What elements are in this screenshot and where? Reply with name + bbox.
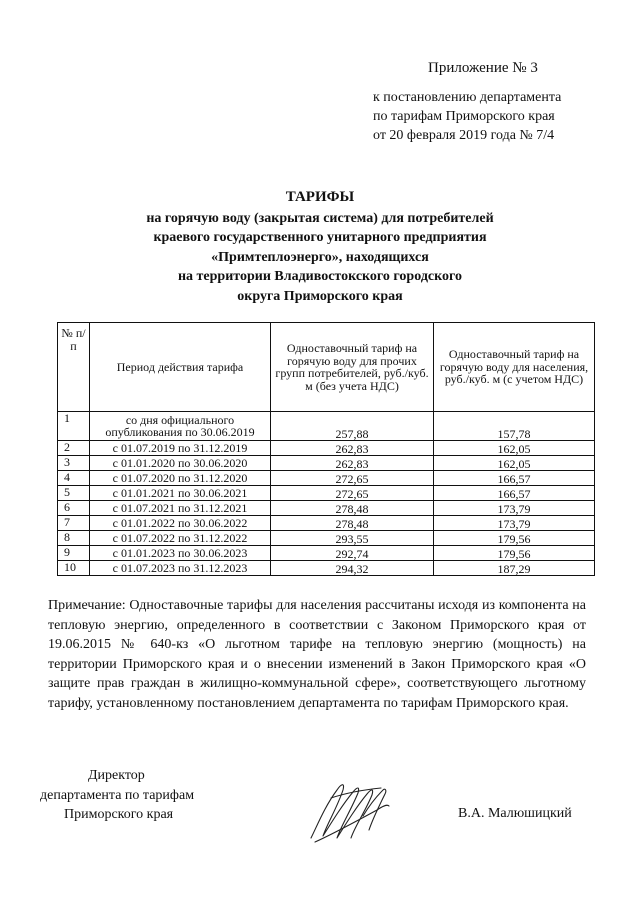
cell-tariff-population: 179,56 <box>434 531 595 546</box>
cell-tariff-other: 278,48 <box>271 501 434 516</box>
cell-tariff-other: 294,32 <box>271 561 434 576</box>
cell-num: 4 <box>58 471 90 486</box>
cell-tariff-other: 262,83 <box>271 441 434 456</box>
cell-tariff-population: 166,57 <box>434 486 595 501</box>
cell-tariff-other: 278,48 <box>271 516 434 531</box>
cell-tariff-population: 166,57 <box>434 471 595 486</box>
table-row <box>58 561 595 576</box>
signer-name: В.А. Малюшицкий <box>458 806 572 821</box>
position-line: департамента по тарифам <box>40 787 195 803</box>
table-row <box>58 412 595 441</box>
tariffs-table <box>57 322 595 576</box>
cell-period: с 01.07.2021 по 31.12.2021 <box>90 501 271 516</box>
cell-tariff-other: 262,83 <box>271 456 434 471</box>
cell-tariff-population: 173,79 <box>434 501 595 516</box>
table-row <box>58 471 595 486</box>
resolution-reference <box>373 88 561 145</box>
resolution-line: к постановлению департамента <box>373 90 562 105</box>
position-line: Приморского края <box>64 807 174 822</box>
title-line: на горячую воду (закрытая система) для потребителей <box>146 210 494 226</box>
cell-tariff-population: 162,05 <box>434 456 595 471</box>
appendix-number: Приложение № 3 <box>428 60 538 76</box>
cell-period: с 01.07.2020 по 31.12.2020 <box>90 471 271 486</box>
cell-period: с 01.07.2023 по 31.12.2023 <box>90 561 271 576</box>
title-line: краевого государственного унитарного предприятия <box>153 230 487 245</box>
cell-period: с 01.01.2023 по 30.06.2023 <box>90 546 271 561</box>
cell-num: 2 <box>58 441 90 456</box>
cell-num: 1 <box>58 412 90 441</box>
document-title <box>40 188 600 306</box>
cell-tariff-population: 157,78 <box>434 412 595 441</box>
cell-tariff-other: 292,74 <box>271 546 434 561</box>
table-row <box>58 531 595 546</box>
cell-num: 5 <box>58 486 90 501</box>
header-num: № п/п <box>58 323 90 412</box>
cell-period: с 01.07.2019 по 31.12.2019 <box>90 441 271 456</box>
title-main: ТАРИФЫ <box>285 189 355 205</box>
cell-period: с 01.01.2021 по 30.06.2021 <box>90 486 271 501</box>
cell-num: 3 <box>58 456 90 471</box>
table-row <box>58 516 595 531</box>
table-row <box>58 441 595 456</box>
cell-tariff-population: 187,29 <box>434 561 595 576</box>
title-line: округа Приморского края <box>237 288 403 304</box>
signatory-position <box>40 766 194 825</box>
cell-tariff-other: 257,88 <box>271 412 434 441</box>
table-row <box>58 546 595 561</box>
title-line: на территории Владивостокского городского <box>177 269 463 284</box>
cell-period: со дня официального опубликования по 30.06.2019 <box>90 412 271 441</box>
note-paragraph: Примечание: Одноставочные тарифы для населения рассчитаны исходя из компонента на тепловую энергию, определенного в соответствии с Законом Приморского края от 19.06.2015 № 640-кз «О льготном тарифе на тепловую энергию (мощность) на территории Приморского края и о внесении изменений в Закон Приморского края «О защите прав граждан в жилищно-коммунальной сфере», соответствующего льготному тарифу, установленному постановлением департамента по тарифам Приморского края. <box>48 598 586 711</box>
resolution-line: по тарифам Приморского края <box>373 109 555 124</box>
cell-tariff-other: 272,65 <box>271 471 434 486</box>
cell-num: 7 <box>58 516 90 531</box>
cell-tariff-other: 293,55 <box>271 531 434 546</box>
table-row <box>58 456 595 471</box>
cell-num: 10 <box>58 561 90 576</box>
cell-num: 9 <box>58 546 90 561</box>
table-row <box>58 486 595 501</box>
header-tariff-population: Одноставочный тариф на горячую воду для населения, руб./куб. м (с учетом НДС) <box>434 323 595 412</box>
handwritten-signature-icon <box>303 776 393 848</box>
cell-num: 8 <box>58 531 90 546</box>
position-line: Директор <box>88 768 145 783</box>
cell-tariff-population: 162,05 <box>434 441 595 456</box>
header-tariff-other: Одноставочный тариф на горячую воду для прочих групп потребителей, руб./куб. м (без учета НДС) <box>271 323 434 412</box>
table-header-row <box>58 323 595 412</box>
cell-tariff-other: 272,65 <box>271 486 434 501</box>
title-line: «Примтеплоэнерго», находящихся <box>211 249 429 265</box>
table-row <box>58 501 595 516</box>
cell-period: с 01.01.2022 по 30.06.2022 <box>90 516 271 531</box>
cell-tariff-population: 179,56 <box>434 546 595 561</box>
cell-tariff-population: 173,79 <box>434 516 595 531</box>
resolution-line: от 20 февраля 2019 года № 7/4 <box>373 128 555 143</box>
cell-period: с 01.01.2020 по 30.06.2020 <box>90 456 271 471</box>
header-period: Период действия тарифа <box>90 323 271 412</box>
cell-num: 6 <box>58 501 90 516</box>
cell-period: с 01.07.2022 по 31.12.2022 <box>90 531 271 546</box>
